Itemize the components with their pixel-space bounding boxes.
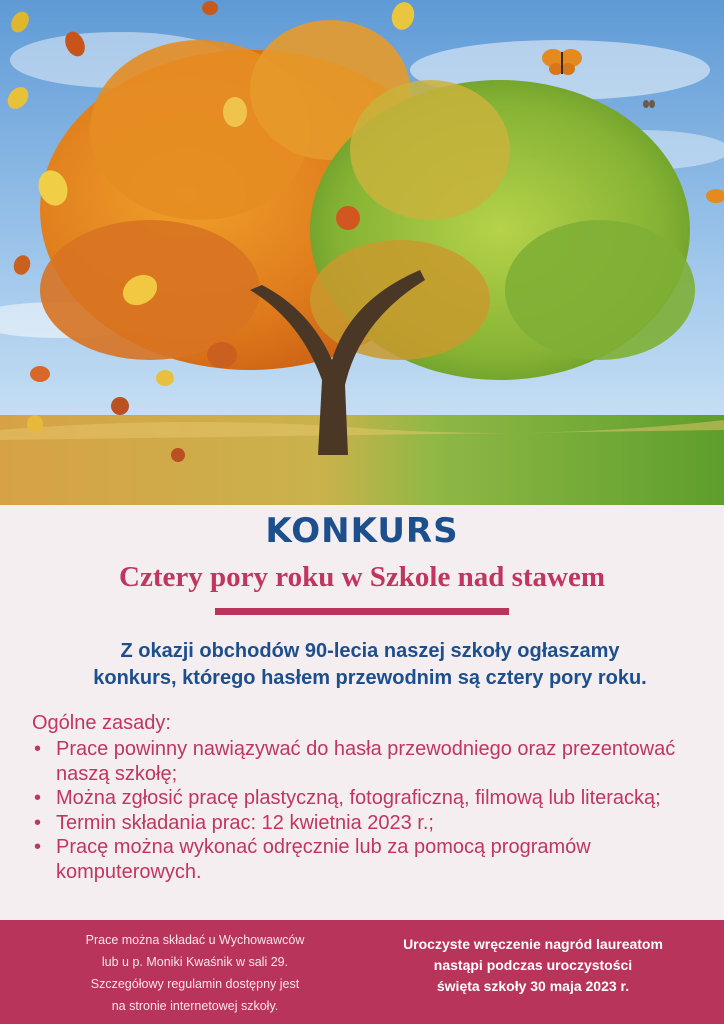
list-item: • Termin składania prac: 12 kwietnia 2023 r.; (30, 811, 700, 836)
tree-illustration (0, 0, 724, 505)
page-title: KONKURS (265, 511, 459, 551)
footer-line: święta szkoły 30 maja 2023 r. (436, 978, 630, 994)
submission-info (60, 929, 330, 1017)
hero-image (0, 0, 724, 505)
intro-text (40, 638, 700, 692)
footer (0, 920, 724, 1024)
list-item: • Prace powinny nawiązywać do hasła przewodniego oraz prezentować naszą szkołę; (30, 737, 700, 786)
divider (215, 608, 509, 615)
intro-line: Z okazji obchodów 90-lecia naszej szkoły ogłaszamy (120, 640, 620, 662)
subtitle: Cztery pory roku w Szkole nad stawem (119, 561, 605, 593)
rules-list (30, 737, 700, 884)
intro-line: konkurs, którego hasłem przewodnim są cztery pory roku. (93, 667, 647, 689)
footer-line: nastąpi podczas uroczystości (433, 957, 633, 973)
list-item: • Można zgłosić pracę plastyczną, fotograficzną, filmową lub literacką; (30, 786, 700, 811)
footer-line: Prace można składać u Wychowawców (85, 933, 305, 947)
award-info (372, 934, 694, 997)
list-item: • Pracę można wykonać odręcznie lub za pomocą programów komputerowych. (30, 835, 700, 884)
footer-line: Szczegółowy regulamin dostępny jest (90, 977, 300, 991)
footer-line: lub u p. Moniki Kwaśnik w sali 29. (101, 955, 289, 969)
content-panel (0, 505, 724, 920)
footer-line: na stronie internetowej szkoły. (111, 999, 279, 1013)
footer-line: Uroczyste wręczenie nagród laureatom (403, 936, 663, 952)
rules-heading: Ogólne zasady: (32, 712, 171, 734)
